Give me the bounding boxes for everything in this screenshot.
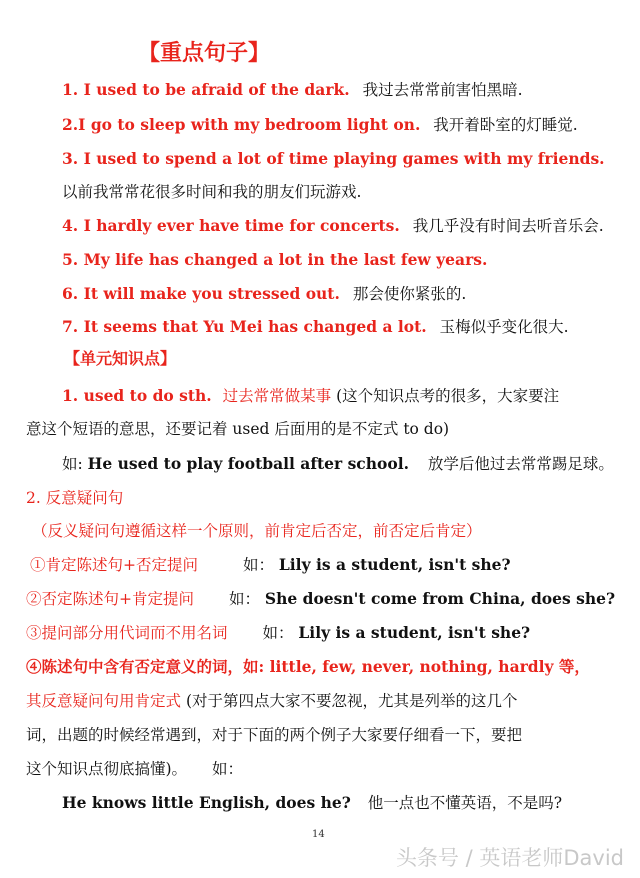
point-1-line-1 — [62, 385, 559, 407]
rule-3-text: ③提问部分用代词而不用名词 — [26, 624, 228, 642]
sentence-4-en: 4. I hardly ever have time for concerts. — [62, 216, 400, 235]
rule-2-label: 如： — [228, 590, 260, 608]
point-2-principle: （反义疑问句遵循这样一个原则，前肯定后否定，前否定后肯定） — [32, 522, 482, 540]
section-heading-key-sentences: 【重点句子】 — [138, 40, 271, 66]
rule-4-line-2 — [26, 690, 518, 712]
sentence-6 — [62, 283, 466, 305]
sentence-2-zh: 我开着卧室的灯睡觉. — [433, 116, 578, 134]
rule-4-line-2-black: (对于第四点大家不要忽视，尤其是列举的这几个 — [185, 692, 518, 710]
sentence-5-en: 5. My life has changed a lot in the last few years. — [62, 250, 488, 269]
point-1-title: 1. used to do sth. — [62, 386, 212, 405]
rule-1-example: Lily is a student, isn't she? — [278, 555, 511, 574]
rule-4-line-2-red: 其反意疑问句用肯定式 — [26, 692, 182, 710]
sentence-3-en — [62, 148, 605, 170]
sentence-2-en: 2.I go to sleep with my bedroom light on. — [62, 115, 421, 134]
rule-4-line-4-label: 如： — [212, 760, 244, 778]
rule-1-label: 如： — [242, 556, 274, 574]
point-2-title: 2. 反意疑问句 — [26, 489, 124, 507]
sentence-5 — [62, 249, 487, 271]
rule-2-example: She doesn't come from China, does she? — [264, 589, 616, 608]
sentence-1 — [62, 79, 523, 101]
rule-4-line-4-text: 这个知识点彻底搞懂)。 — [26, 760, 188, 778]
sentence-7-en: 7. It seems that Yu Mei has changed a lot. — [62, 317, 427, 336]
sentence-4-zh: 我几乎没有时间去听音乐会. — [412, 217, 604, 235]
rule-2 — [26, 588, 615, 610]
rule-2-text: ②否定陈述句+肯定提问 — [26, 590, 194, 608]
sentence-6-en: 6. It will make you stressed out. — [62, 284, 340, 303]
rule-3-example: Lily is a student, isn't she? — [298, 623, 531, 642]
sentence-4 — [62, 215, 604, 237]
final-example-en: He knows little English, does he? — [62, 793, 351, 812]
final-example-zh: 他一点也不懂英语，不是吗? — [367, 794, 563, 812]
rule-4-line-4 — [26, 758, 243, 780]
rule-3 — [26, 622, 530, 644]
point-1-note-2: 意这个短语的意思，还要记着 used 后面用的是不定式 to do) — [26, 420, 450, 438]
point-1-meaning: 过去常常做某事 — [222, 387, 332, 405]
point-1-note-1: (这个知识点考的很多，大家要注 — [336, 387, 560, 405]
page-number: 14 — [312, 829, 325, 840]
point-1-example — [62, 453, 614, 475]
unit-knowledge-heading: 【单元知识点】 — [64, 349, 177, 368]
rule-3-label: 如： — [262, 624, 294, 642]
point-1-example-label: 如: — [62, 455, 83, 473]
sentence-7-zh: 玉梅似乎变化很大. — [439, 318, 569, 336]
sentence-7 — [62, 316, 569, 338]
sentence-1-en: 1. I used to be afraid of the dark. — [62, 80, 350, 99]
rule-1-text: ①肯定陈述句+否定提问 — [30, 556, 198, 574]
sentence-1-zh: 我过去常常前害怕黑暗. — [362, 81, 523, 99]
sentence-3-en-text: 3. I used to spend a lot of time playing games with my friends. — [62, 149, 605, 168]
point-1-example-en: He used to play football after school. — [87, 454, 409, 473]
sentence-3-zh: 以前我常常花很多时间和我的朋友们玩游戏. — [62, 183, 362, 201]
final-example — [62, 792, 562, 814]
watermark: 头条号 / 英语老师David — [395, 846, 624, 870]
point-1-example-zh: 放学后他过去常常踢足球。 — [427, 455, 614, 473]
sentence-2 — [62, 114, 578, 136]
rule-4-line-1: ④陈述句中含有否定意义的词，如: little, few, never, nothing, hardly 等， — [26, 657, 590, 676]
rule-1 — [30, 554, 511, 576]
sentence-6-zh: 那会使你紧张的. — [352, 285, 467, 303]
rule-4-line-3: 词，出题的时候经常遇到，对于下面的两个例子大家要仔细看一下，要把 — [26, 726, 523, 744]
